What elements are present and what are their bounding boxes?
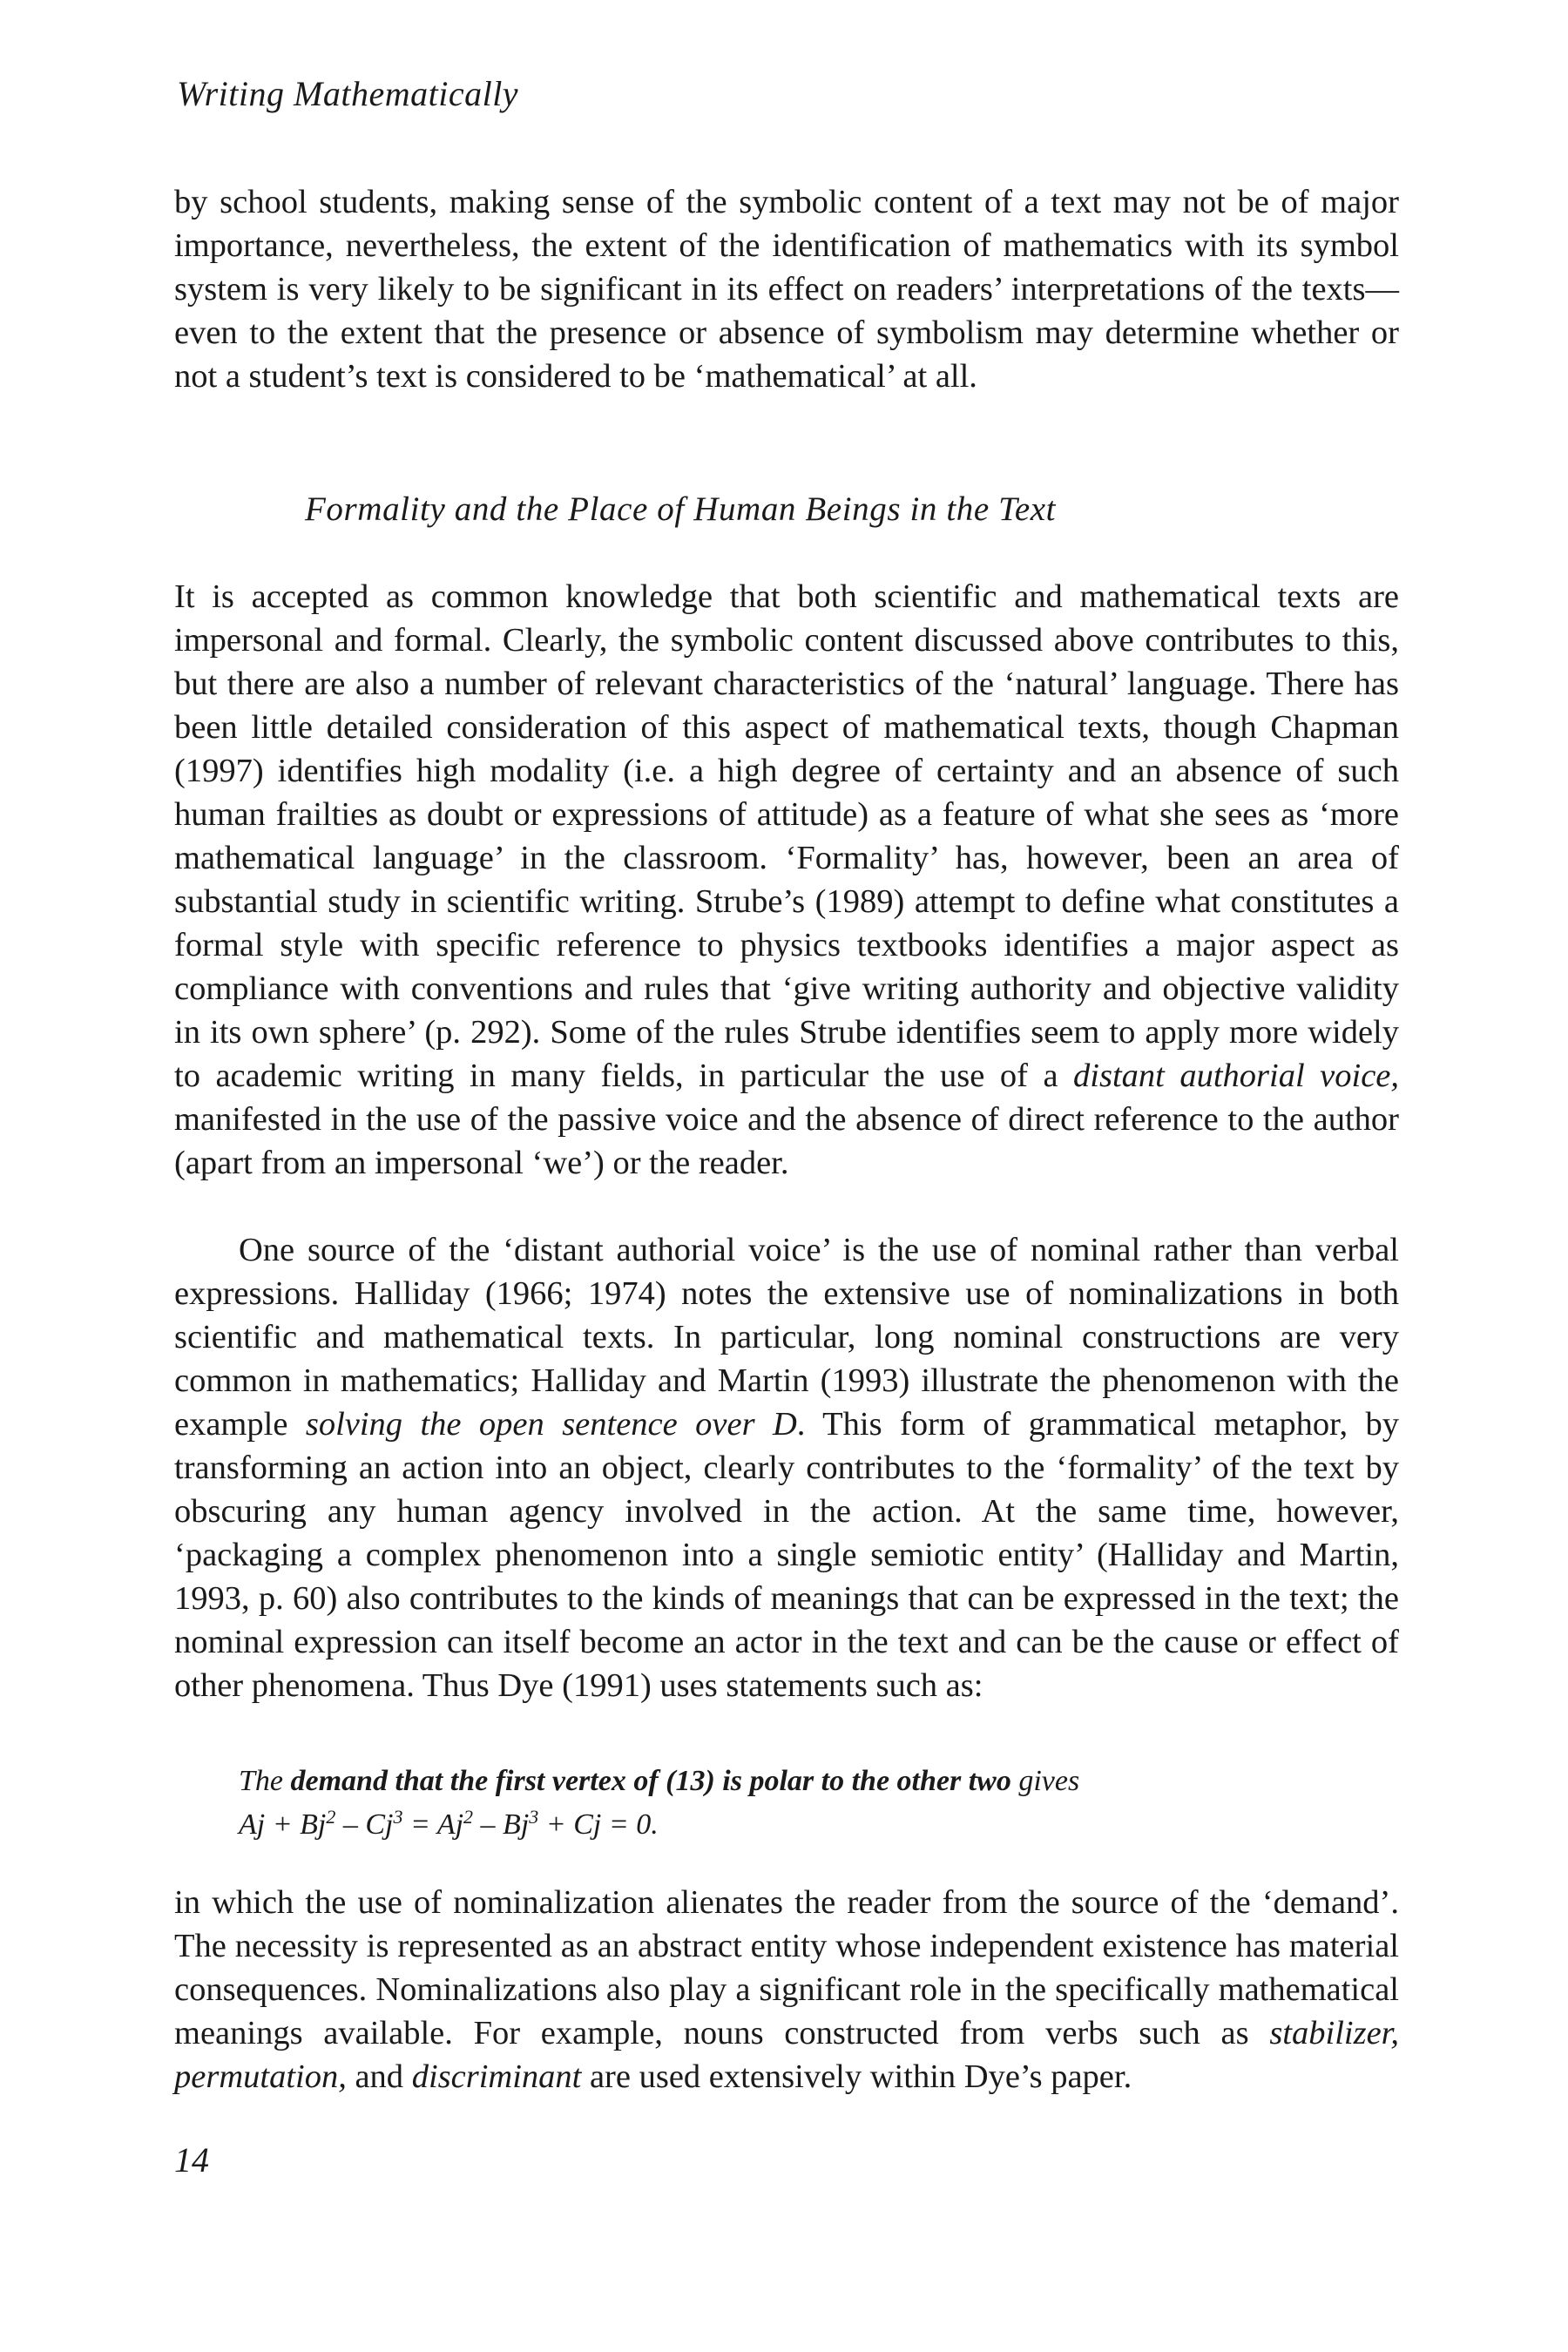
example-bold: demand that the first vertex of (13) is polar to the other two xyxy=(290,1765,1011,1797)
paragraph-text: are used extensively within Dye’s paper. xyxy=(581,2058,1132,2095)
example-quote xyxy=(239,1760,1079,1847)
example-tail: gives xyxy=(1010,1765,1080,1797)
intro-paragraph: by school students, making sense of the symbolic content of a text may not be of major importance, nevertheless, the extent of the identification of mathematics with its symbol system is very likely to be significant in its effect on readers’ interpretations of the texts—even to the extent that the presence or absence of symbolism may determine whether or not a student’s text is considered to be ‘mathematical’ at all. xyxy=(174,184,1399,395)
italic-term: stabilizer, permutation, xyxy=(174,2015,1399,2095)
equation-part: + Cj = 0. xyxy=(538,1808,659,1841)
italic-term: solving the open sentence over D xyxy=(305,1406,797,1443)
equation-exponent: 2 xyxy=(326,1806,336,1828)
equation-exponent: 3 xyxy=(393,1806,403,1828)
equation-part: Aj + Bj xyxy=(239,1808,327,1841)
equation-exponent: 3 xyxy=(529,1806,539,1828)
equation-part: – Cj xyxy=(335,1808,394,1841)
paragraph-nominal xyxy=(174,1228,1399,1707)
equation-exponent: 2 xyxy=(463,1806,474,1828)
example-lead: The xyxy=(239,1765,291,1797)
equation-part: – Bj xyxy=(473,1808,530,1841)
section-heading: Formality and the Place of Human Beings in the Text xyxy=(305,490,1057,528)
paragraph-text: . This form of grammatical metaphor, by transforming an action into an object, clearly contributes to the ‘formality’ of the text by obscuring any human agency involved in the action. At the same time, however, ‘packaging a complex phenomenon into a single semiotic entity’ (Halliday and Martin, 1993, p. 60) also contributes to the kinds of meanings that can be expressed in the text; the nominal expression can itself become an actor in the text and can be the cause or effect of other phenomena. Thus Dye (1991) uses statements such as: xyxy=(174,1406,1399,1704)
example-equation xyxy=(239,1803,1079,1847)
paragraph-text: One source of the ‘distant authorial voice’ is the use of nominal rather than verbal expressions. Halliday (1966; 1974) notes the extensive use of nominalizations in both scientific and mathematical texts. In particular, long nominal constructions are very common in mathematics; Halliday and Martin (1993) illustrate the phenomenon with the example xyxy=(174,1232,1399,1443)
paragraph-consequences xyxy=(174,1881,1399,2099)
paragraph-text: in which the use of nominalization alienates the reader from the source of the ‘demand’. The necessity is represented as an abstract entity whose independent existence has material consequences. Nominalizations also play a significant role in the specifically mathematical meanings available. For example, nouns constructed from verbs such as xyxy=(174,1884,1399,2051)
running-head: Writing Mathematically xyxy=(177,74,519,113)
italic-term: distant authorial voice, xyxy=(1073,1058,1400,1094)
equation-part: = Aj xyxy=(402,1808,464,1841)
paragraph-text: manifested in the use of the passive voice and the absence of direct reference to the author (apart from an impersonal ‘we’) or the reader. xyxy=(174,1101,1399,1181)
paragraph-text: and xyxy=(346,2058,412,2095)
italic-term: discriminant xyxy=(411,2058,582,2095)
paragraph-text: It is accepted as common knowledge that both scientific and mathematical texts are impersonal and formal. Clearly, the symbolic content discussed above contributes to this, but there are also a number of relevant characteristics of the ‘natural’ language. There has been little detailed consideration of this aspect of mathematical texts, though Chapman (1997) identifies high modality (i.e. a high degree of certainty and an absence of such human frailties as doubt or expressions of attitude) as a feature of what she sees as ‘more mathematical language’ in the classroom. ‘Formality’ has, however, been an area of substantial study in scientific writing. Strube’s (1989) attempt to define what constitutes a formal style with specific reference to physics textbooks identifies a major aspect as compliance with conventions and rules that ‘give writing authority and objective validity in its own sphere’ (p. 292). Some of the rules Strube identifies seem to apply more widely to academic writing in many fields, in particular the use of a xyxy=(174,578,1399,1094)
paragraph-formality xyxy=(174,575,1399,1185)
example-statement xyxy=(239,1760,1079,1803)
page-number: 14 xyxy=(174,2140,209,2180)
